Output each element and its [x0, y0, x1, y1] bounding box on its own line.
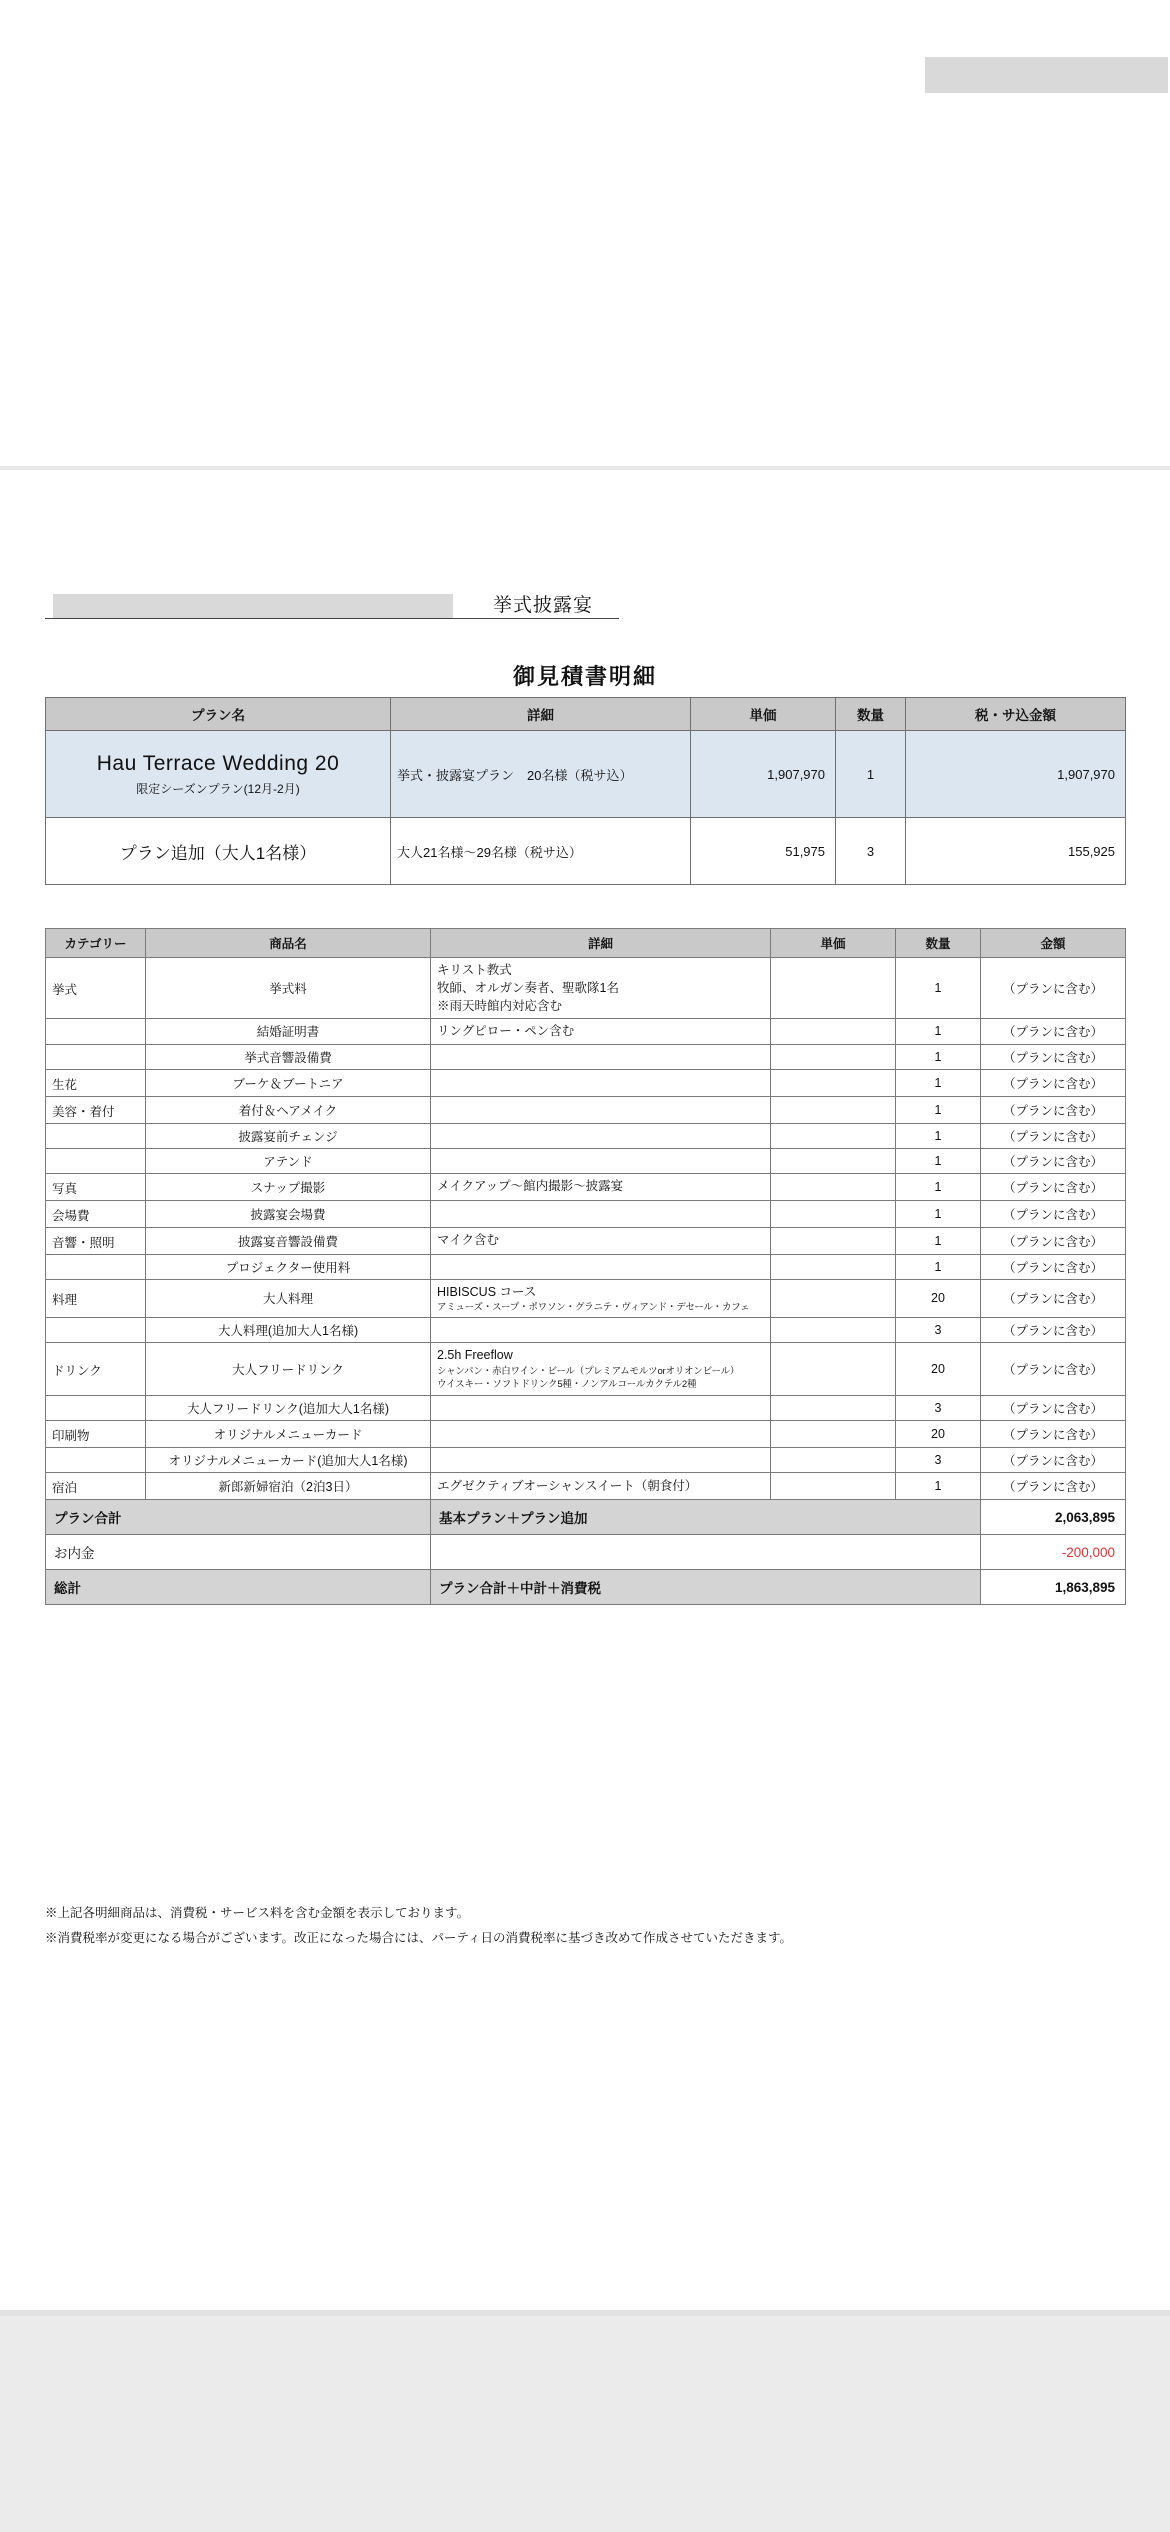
detail-item-cell: プロジェクター使用料	[146, 1254, 431, 1279]
detail-col-item: 商品名	[146, 929, 431, 958]
detail-unit-price-cell	[771, 1318, 896, 1343]
detail-desc-cell	[431, 1396, 771, 1421]
detail-unit-price-cell	[771, 958, 896, 1019]
document-header-line	[45, 586, 619, 619]
detail-amount-cell: （プランに含む）	[981, 1227, 1126, 1254]
detail-desc-cell	[431, 1227, 771, 1254]
detail-desc-line: 牧師、オルガン奏者、聖歌隊1名	[437, 981, 619, 996]
detail-amount-cell: （プランに含む）	[981, 1200, 1126, 1227]
detail-category-cell	[46, 1019, 146, 1044]
plan-amount-cell: 1,907,970	[906, 731, 1126, 818]
plan-col-name: プラン名	[46, 698, 391, 731]
detail-unit-price-cell	[771, 1019, 896, 1044]
plan-table	[45, 697, 1126, 885]
detail-item-cell: ブーケ＆ブートニア	[146, 1069, 431, 1096]
detail-item-cell: アテンド	[146, 1148, 431, 1173]
detail-item-cell: 大人フリードリンク	[146, 1343, 431, 1396]
detail-desc-line: エグゼクティブオーシャンスイート（朝食付）	[437, 1478, 698, 1493]
table-row	[46, 1173, 1126, 1200]
summary-amount-cell: 1,863,895	[981, 1570, 1126, 1605]
detail-amount-cell: （プランに含む）	[981, 1473, 1126, 1500]
detail-amount-cell: （プランに含む）	[981, 1019, 1126, 1044]
detail-qty-cell: 1	[896, 1254, 981, 1279]
plan-name-primary: プラン追加（大人1名様）	[119, 843, 317, 863]
detail-item-cell: 披露宴音響設備費	[146, 1227, 431, 1254]
detail-amount-cell: （プランに含む）	[981, 1396, 1126, 1421]
plan-name-sub: 限定シーズンプラン(12月-2月)	[136, 781, 300, 796]
detail-category-cell	[46, 1396, 146, 1421]
detail-category-cell: 挙式	[46, 958, 146, 1019]
detail-item-cell: 披露宴前チェンジ	[146, 1123, 431, 1148]
detail-category-cell	[46, 1318, 146, 1343]
detail-unit-price-cell	[771, 1448, 896, 1473]
detail-desc-line: ※雨天時館内対応含む	[437, 999, 563, 1014]
detail-unit-price-cell	[771, 1148, 896, 1173]
detail-item-cell: 新郎新婦宿泊（2泊3日）	[146, 1473, 431, 1500]
table-row	[46, 1448, 1126, 1473]
table-row	[46, 1069, 1126, 1096]
detail-desc-cell	[431, 1123, 771, 1148]
detail-col-desc: 詳細	[431, 929, 771, 958]
detail-desc-cell	[431, 1173, 771, 1200]
summary-label-cell: プラン合計	[46, 1500, 431, 1535]
detail-desc-cell	[431, 1254, 771, 1279]
detail-item-cell: 大人料理	[146, 1279, 431, 1318]
detail-qty-cell: 20	[896, 1279, 981, 1318]
detail-category-cell: 音響・照明	[46, 1227, 146, 1254]
detail-col-amount: 金額	[981, 929, 1126, 958]
detail-category-cell: ドリンク	[46, 1343, 146, 1396]
detail-unit-price-cell	[771, 1069, 896, 1096]
table-row	[46, 1200, 1126, 1227]
detail-item-cell: スナップ撮影	[146, 1173, 431, 1200]
detail-qty-cell: 1	[896, 1227, 981, 1254]
detail-item-cell: オリジナルメニューカード(追加大人1名様)	[146, 1448, 431, 1473]
summary-label-cell: 総計	[46, 1570, 431, 1605]
footnotes	[45, 1901, 1125, 1951]
plan-col-qty: 数量	[836, 698, 906, 731]
detail-qty-cell: 1	[896, 1069, 981, 1096]
detail-desc-cell	[431, 1279, 771, 1318]
detail-desc-cell	[431, 1473, 771, 1500]
detail-desc-cell	[431, 1148, 771, 1173]
plan-detail-cell: 挙式・披露宴プラン 20名様（税サ込）	[391, 731, 691, 818]
detail-amount-cell: （プランに含む）	[981, 1343, 1126, 1396]
plan-detail-cell: 大人21名様～29名様（税サ込）	[391, 818, 691, 885]
table-row	[46, 1148, 1126, 1173]
detail-item-cell: 結婚証明書	[146, 1019, 431, 1044]
table-row	[46, 1044, 1126, 1069]
detail-unit-price-cell	[771, 1421, 896, 1448]
detail-qty-cell: 1	[896, 1148, 981, 1173]
detail-desc-cell	[431, 1096, 771, 1123]
detail-desc-line: メイクアップ～館内撮影～披露宴	[437, 1179, 624, 1194]
detail-qty-cell: 3	[896, 1318, 981, 1343]
detail-desc-subline: シャンパン・赤白ワイン・ビール（プレミアムモルツorオリオンビール）	[437, 1365, 740, 1377]
summary-formula-cell: プラン合計＋中計＋消費税	[431, 1570, 981, 1605]
summary-row	[46, 1500, 1126, 1535]
detail-qty-cell: 1	[896, 1044, 981, 1069]
plan-name-primary: Hau Terrace Wedding 20	[96, 751, 340, 775]
summary-formula-cell: 基本プラン＋プラン追加	[431, 1500, 981, 1535]
detail-desc-line: マイク含む	[437, 1233, 500, 1248]
table-row	[46, 1227, 1126, 1254]
detail-category-cell	[46, 1148, 146, 1173]
detail-desc-cell	[431, 1448, 771, 1473]
detail-item-cell: 挙式料	[146, 958, 431, 1019]
detail-desc-line: 2.5h Freeflow	[437, 1348, 513, 1363]
table-row	[46, 1123, 1126, 1148]
detail-desc-cell	[431, 1044, 771, 1069]
table-row	[46, 1473, 1126, 1500]
plan-qty-cell: 3	[836, 818, 906, 885]
detail-qty-cell: 1	[896, 1019, 981, 1044]
detail-category-cell	[46, 1254, 146, 1279]
summary-row	[46, 1570, 1126, 1605]
redacted-block-top-right	[925, 57, 1168, 93]
detail-unit-price-cell	[771, 1173, 896, 1200]
plan-name-cell	[46, 731, 391, 818]
detail-category-cell	[46, 1448, 146, 1473]
detail-amount-cell: （プランに含む）	[981, 1173, 1126, 1200]
table-row	[46, 958, 1126, 1019]
detail-col-unit-price: 単価	[771, 929, 896, 958]
detail-item-cell: 披露宴会場費	[146, 1200, 431, 1227]
detail-amount-cell: （プランに含む）	[981, 1318, 1126, 1343]
detail-desc-line: リングピロー・ペン含む	[437, 1024, 575, 1039]
detail-unit-price-cell	[771, 1473, 896, 1500]
detail-unit-price-cell	[771, 1200, 896, 1227]
detail-amount-cell: （プランに含む）	[981, 1044, 1126, 1069]
detail-amount-cell: （プランに含む）	[981, 1096, 1126, 1123]
detail-qty-cell: 3	[896, 1396, 981, 1421]
table-row	[46, 731, 1126, 818]
detail-category-cell: 美容・着付	[46, 1096, 146, 1123]
detail-qty-cell: 1	[896, 1473, 981, 1500]
detail-desc-subline: ウイスキー・ソフトドリンク5種・ノンアルコールカクテル2種	[437, 1379, 697, 1391]
table-row	[46, 1096, 1126, 1123]
detail-qty-cell: 20	[896, 1343, 981, 1396]
table-row	[46, 1396, 1126, 1421]
detail-amount-cell: （プランに含む）	[981, 1123, 1126, 1148]
plan-col-unit-price: 単価	[691, 698, 836, 731]
detail-amount-cell: （プランに含む）	[981, 1254, 1126, 1279]
table-row	[46, 1318, 1126, 1343]
redacted-customer-name	[53, 594, 453, 618]
detail-category-cell	[46, 1044, 146, 1069]
detail-qty-cell: 1	[896, 1200, 981, 1227]
detail-amount-cell: （プランに含む）	[981, 1069, 1126, 1096]
detail-category-cell: 印刷物	[46, 1421, 146, 1448]
detail-category-cell: 生花	[46, 1069, 146, 1096]
detail-unit-price-cell	[771, 1343, 896, 1396]
summary-label-cell: お内金	[46, 1535, 431, 1570]
detail-desc-line: HIBISCUS コース	[437, 1284, 537, 1299]
detail-category-cell: 料理	[46, 1279, 146, 1318]
detail-desc-cell	[431, 1019, 771, 1044]
detail-unit-price-cell	[771, 1096, 896, 1123]
detail-desc-cell	[431, 958, 771, 1019]
table-row	[46, 1421, 1126, 1448]
plan-unit-price-cell: 1,907,970	[691, 731, 836, 818]
detail-desc-subline: アミューズ・スープ・ポワソン・グラニテ・ヴィアンド・デセール・カフェ	[437, 1301, 750, 1313]
detail-amount-cell: （プランに含む）	[981, 958, 1126, 1019]
plan-col-amount: 税・サ込金額	[906, 698, 1126, 731]
page-title: 御見積書明細	[512, 664, 657, 689]
plan-col-detail: 詳細	[391, 698, 691, 731]
summary-formula-cell	[431, 1535, 981, 1570]
detail-col-category: カテゴリー	[46, 929, 146, 958]
detail-qty-cell: 20	[896, 1421, 981, 1448]
table-row	[46, 1343, 1126, 1396]
detail-category-cell: 宿泊	[46, 1473, 146, 1500]
detail-unit-price-cell	[771, 1396, 896, 1421]
table-row	[46, 1019, 1126, 1044]
detail-qty-cell: 1	[896, 1123, 981, 1148]
detail-category-cell: 会場費	[46, 1200, 146, 1227]
detail-category-cell	[46, 1123, 146, 1148]
footnote-1: ※上記各明細商品は、消費税・サービス料を含む金額を表示しております。	[45, 1906, 470, 1920]
plan-table-header-row	[46, 698, 1126, 731]
summary-amount-cell: -200,000	[981, 1535, 1126, 1570]
detail-desc-line: キリスト教式	[437, 963, 512, 977]
header-event-label: 挙式披露宴	[493, 595, 594, 616]
table-row	[46, 1254, 1126, 1279]
detail-desc-cell	[431, 1421, 771, 1448]
viewport-bottom-band	[0, 2316, 1170, 2532]
detail-desc-cell	[431, 1318, 771, 1343]
detail-unit-price-cell	[771, 1254, 896, 1279]
detail-item-cell: 着付＆ヘアメイク	[146, 1096, 431, 1123]
detail-table-header-row	[46, 929, 1126, 958]
table-row	[46, 1279, 1126, 1318]
detail-unit-price-cell	[771, 1044, 896, 1069]
detail-amount-cell: （プランに含む）	[981, 1148, 1126, 1173]
detail-unit-price-cell	[771, 1227, 896, 1254]
detail-qty-cell: 1	[896, 958, 981, 1019]
detail-category-cell: 写真	[46, 1173, 146, 1200]
detail-item-cell: 挙式音響設備費	[146, 1044, 431, 1069]
table-row	[46, 818, 1126, 885]
detail-qty-cell: 1	[896, 1096, 981, 1123]
footnote-2: ※消費税率が変更になる場合がございます。改正になった場合には、パーティ日の消費税率に基づき改めて作成させていただきます。	[45, 1931, 793, 1945]
detail-item-cell: 大人フリードリンク(追加大人1名様)	[146, 1396, 431, 1421]
detail-amount-cell: （プランに含む）	[981, 1279, 1126, 1318]
detail-desc-cell	[431, 1200, 771, 1227]
plan-qty-cell: 1	[836, 731, 906, 818]
summary-row	[46, 1535, 1126, 1570]
viewport-top-divider	[0, 466, 1170, 470]
plan-amount-cell: 155,925	[906, 818, 1126, 885]
detail-item-cell: 大人料理(追加大人1名様)	[146, 1318, 431, 1343]
detail-desc-cell	[431, 1069, 771, 1096]
detail-unit-price-cell	[771, 1279, 896, 1318]
detail-qty-cell: 3	[896, 1448, 981, 1473]
summary-amount-cell: 2,063,895	[981, 1500, 1126, 1535]
detail-unit-price-cell	[771, 1123, 896, 1148]
detail-amount-cell: （プランに含む）	[981, 1421, 1126, 1448]
detail-table	[45, 928, 1126, 1605]
plan-name-cell	[46, 818, 391, 885]
plan-unit-price-cell: 51,975	[691, 818, 836, 885]
detail-item-cell: オリジナルメニューカード	[146, 1421, 431, 1448]
detail-amount-cell: （プランに含む）	[981, 1448, 1126, 1473]
detail-qty-cell: 1	[896, 1173, 981, 1200]
detail-col-qty: 数量	[896, 929, 981, 958]
detail-desc-cell	[431, 1343, 771, 1396]
